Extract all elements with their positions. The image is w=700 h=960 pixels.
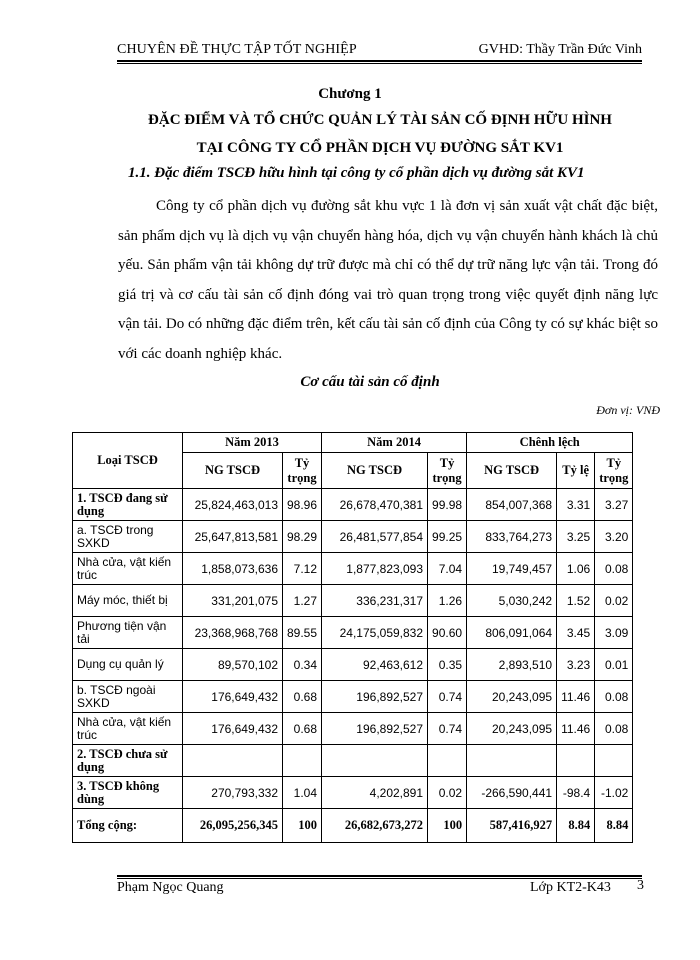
- table-row: [73, 553, 633, 585]
- row-label: Phương tiện vận tải: [73, 617, 183, 649]
- footer-author: Phạm Ngọc Quang: [117, 880, 224, 895]
- cell-ng14: 26,678,470,381: [322, 489, 428, 521]
- cell-tl: -98.4: [557, 777, 595, 809]
- table-total-row: [73, 809, 633, 843]
- cell-ng13: 176,649,432: [183, 713, 283, 745]
- cell-ng14: [322, 745, 428, 777]
- cell-ttd: 3.09: [595, 617, 633, 649]
- total-tl: 8.84: [557, 809, 595, 843]
- cell-tl: 1.52: [557, 585, 595, 617]
- cell-tt14: 0.74: [428, 681, 467, 713]
- row-label: b. TSCĐ ngoài SXKD: [73, 681, 183, 713]
- cell-ttd: 0.01: [595, 649, 633, 681]
- cell-tt14: 90.60: [428, 617, 467, 649]
- row-label: 2. TSCĐ chưa sử dụng: [73, 745, 183, 777]
- cell-ng14: 24,175,059,832: [322, 617, 428, 649]
- cell-ng13: 23,368,968,768: [183, 617, 283, 649]
- cell-ng14: 196,892,527: [322, 681, 428, 713]
- row-label: Nhà cửa, vật kiến trúc: [73, 713, 183, 745]
- total-tt13: 100: [283, 809, 322, 843]
- total-label: Tổng cộng:: [73, 809, 183, 843]
- chapter-heading: Chương 1: [318, 86, 382, 102]
- cell-ngd: 833,764,273: [467, 521, 557, 553]
- table-row: [73, 681, 633, 713]
- cell-ng14: 4,202,891: [322, 777, 428, 809]
- cell-tt13: 98.29: [283, 521, 322, 553]
- cell-ngd: 2,893,510: [467, 649, 557, 681]
- cell-ng14: 1,877,823,093: [322, 553, 428, 585]
- cell-ngd: -266,590,441: [467, 777, 557, 809]
- cell-tt13: 0.34: [283, 649, 322, 681]
- total-ttd: 8.84: [595, 809, 633, 843]
- total-ng13: 26,095,256,345: [183, 809, 283, 843]
- cell-ttd: 0.08: [595, 713, 633, 745]
- row-label: Nhà cửa, vật kiến trúc: [73, 553, 183, 585]
- cell-tl: 11.46: [557, 681, 595, 713]
- cell-tt13: 7.12: [283, 553, 322, 585]
- cell-ng14: 92,463,612: [322, 649, 428, 681]
- asset-structure-table: [72, 432, 633, 843]
- header-left: CHUYÊN ĐỀ THỰC TẬP TỐT NGHIỆP: [117, 42, 357, 57]
- total-ngd: 587,416,927: [467, 809, 557, 843]
- section-heading: 1.1. Đặc điểm TSCĐ hữu hình tại công ty cổ phần dịch vụ đường sắt KV1: [128, 165, 585, 181]
- cell-tt13: 98.96: [283, 489, 322, 521]
- cell-tt14: 99.98: [428, 489, 467, 521]
- cell-tl: 11.46: [557, 713, 595, 745]
- header-ng-2013: NG TSCĐ: [183, 453, 283, 489]
- cell-ng13: 25,647,813,581: [183, 521, 283, 553]
- table-row: [73, 585, 633, 617]
- header-year-2014: Năm 2014: [322, 433, 467, 453]
- header-difference: Chênh lệch: [467, 433, 633, 453]
- cell-tt14: 0.74: [428, 713, 467, 745]
- cell-ngd: [467, 745, 557, 777]
- cell-tt13: 1.27: [283, 585, 322, 617]
- page-header: [117, 32, 642, 62]
- cell-ttd: 3.27: [595, 489, 633, 521]
- cell-ngd: 806,091,064: [467, 617, 557, 649]
- cell-ttd: [595, 745, 633, 777]
- cell-ng13: 25,824,463,013: [183, 489, 283, 521]
- header-rule: [117, 63, 642, 64]
- header-asset-type: Loại TSCĐ: [73, 433, 183, 489]
- cell-ng14: 26,481,577,854: [322, 521, 428, 553]
- cell-ttd: 0.08: [595, 681, 633, 713]
- cell-tl: 3.45: [557, 617, 595, 649]
- chapter-title-line1: ĐẶC ĐIỂM VÀ TỔ CHỨC QUẢN LÝ TÀI SẢN CỐ ĐỊNH HỮU HÌNH: [148, 112, 612, 128]
- header-tt-diff: Tỷ trọng: [595, 453, 633, 489]
- header-tt-2013: Tỷ trọng: [283, 453, 322, 489]
- header-right: GVHD: Thầy Trần Đức Vinh: [478, 42, 642, 57]
- cell-tl: 3.25: [557, 521, 595, 553]
- cell-tl: 1.06: [557, 553, 595, 585]
- body-paragraph: [118, 192, 658, 370]
- cell-tl: 3.31: [557, 489, 595, 521]
- row-label: Máy móc, thiết bị: [73, 585, 183, 617]
- cell-ttd: -1.02: [595, 777, 633, 809]
- row-label: 3. TSCĐ không dùng: [73, 777, 183, 809]
- header-tl-diff: Tỷ lệ: [557, 453, 595, 489]
- cell-tt14: 0.02: [428, 777, 467, 809]
- cell-ttd: 3.20: [595, 521, 633, 553]
- header-year-2013: Năm 2013: [183, 433, 322, 453]
- header-tt-2014: Tỷ trọng: [428, 453, 467, 489]
- table-row: [73, 649, 633, 681]
- table-title: Cơ cấu tài sản cố định: [300, 374, 440, 390]
- table-row: [73, 521, 633, 553]
- table-row: [73, 489, 633, 521]
- cell-tt13: 89.55: [283, 617, 322, 649]
- cell-ngd: 20,243,095: [467, 713, 557, 745]
- header-ng-2014: NG TSCĐ: [322, 453, 428, 489]
- cell-ng13: 1,858,073,636: [183, 553, 283, 585]
- cell-tt13: [283, 745, 322, 777]
- footer-class: Lớp KT2-K43: [530, 880, 611, 895]
- page-number: 3: [637, 878, 644, 893]
- cell-ng13: 331,201,075: [183, 585, 283, 617]
- header-ng-diff: NG TSCĐ: [467, 453, 557, 489]
- total-ng14: 26,682,673,272: [322, 809, 428, 843]
- table-row: [73, 777, 633, 809]
- cell-ng14: 196,892,527: [322, 713, 428, 745]
- cell-ng13: [183, 745, 283, 777]
- row-label: a. TSCĐ trong SXKD: [73, 521, 183, 553]
- cell-tt14: 0.35: [428, 649, 467, 681]
- cell-ttd: 0.08: [595, 553, 633, 585]
- table-row: [73, 617, 633, 649]
- cell-tt14: 1.26: [428, 585, 467, 617]
- cell-ttd: 0.02: [595, 585, 633, 617]
- cell-ng13: 89,570,102: [183, 649, 283, 681]
- cell-tt14: 7.04: [428, 553, 467, 585]
- cell-ngd: 19,749,457: [467, 553, 557, 585]
- table-row: [73, 713, 633, 745]
- footer-rule-thick: [117, 875, 642, 877]
- cell-ngd: 20,243,095: [467, 681, 557, 713]
- cell-tt14: [428, 745, 467, 777]
- cell-tt13: 0.68: [283, 681, 322, 713]
- cell-tl: 3.23: [557, 649, 595, 681]
- row-label: 1. TSCĐ đang sử dụng: [73, 489, 183, 521]
- cell-tt14: 99.25: [428, 521, 467, 553]
- table-unit: Đơn vị: VNĐ: [596, 403, 660, 417]
- paragraph-text: Công ty cổ phần dịch vụ đường sắt khu vực 1 là đơn vị sản xuất vật chất đặc biệt, sản phẩm dịch vụ là dịch vụ vận chuyển hàng hóa, dịch vụ vận chuyển hành khách là chủ yếu. Sản phẩm vận tải không dự trữ được mà chỉ có thể dự trữ năng lực vận tải. Trong đó giá trị và cơ cấu tài sản cố định đóng vai trò quan trọng trong việc quyết định năng lực vận tải. Do có những đặc điểm trên, kết cấu tài sản cố định của Công ty có sự khác biệt so với các doanh nghiệp khác.: [118, 198, 658, 362]
- cell-ng13: 176,649,432: [183, 681, 283, 713]
- cell-tt13: 1.04: [283, 777, 322, 809]
- cell-ngd: 5,030,242: [467, 585, 557, 617]
- row-label: Dụng cụ quản lý: [73, 649, 183, 681]
- total-tt14: 100: [428, 809, 467, 843]
- cell-ngd: 854,007,368: [467, 489, 557, 521]
- cell-ng14: 336,231,317: [322, 585, 428, 617]
- cell-tl: [557, 745, 595, 777]
- cell-ng13: 270,793,332: [183, 777, 283, 809]
- table-row: [73, 745, 633, 777]
- footer-rule: [117, 878, 642, 879]
- cell-tt13: 0.68: [283, 713, 322, 745]
- chapter-title-line2: TẠI CÔNG TY CỔ PHẦN DỊCH VỤ ĐƯỜNG SẮT KV1: [196, 140, 564, 156]
